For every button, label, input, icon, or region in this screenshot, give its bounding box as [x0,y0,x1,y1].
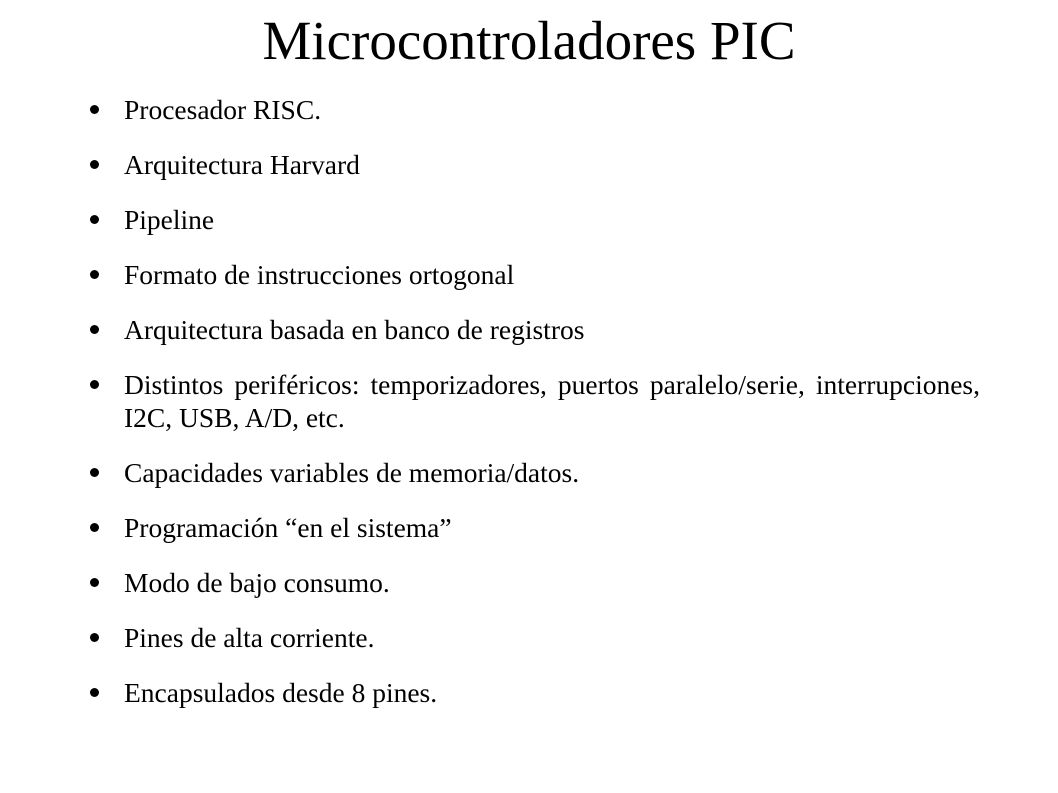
bullet-dot-icon [90,578,99,587]
bullet-item [88,368,980,434]
bullet-item [88,258,980,291]
bullet-text: Pines de alta corriente. [124,622,375,653]
bullet-text: Capacidades variables de memoria/datos. [124,457,580,488]
bullet-text: Programación “en el sistema” [124,512,452,543]
bullet-item [88,148,980,181]
bullet-item [88,676,980,709]
bullet-item [88,93,980,126]
bullet-dot-icon [90,523,99,532]
bullet-dot-icon [90,160,99,169]
bullet-dot-icon [90,688,99,697]
bullet-list [88,93,980,731]
bullet-text: Formato de instrucciones ortogonal [124,259,515,290]
bullet-item [88,566,980,599]
bullet-item [88,456,980,489]
bullet-item [88,511,980,544]
bullet-text: Procesador RISC. [124,94,322,125]
bullet-dot-icon [90,270,99,279]
bullet-text: Distintos periféricos: temporizadores, puertos paralelo/serie, interrupciones, I2C, USB, A/D, etc. [124,369,980,433]
slide-title: Microcontroladores PIC [262,10,796,71]
bullet-item [88,313,980,346]
bullet-text: Modo de bajo consumo. [124,567,390,598]
bullet-item [88,203,980,236]
bullet-dot-icon [90,215,99,224]
bullet-dot-icon [90,633,99,642]
bullet-text: Arquitectura basada en banco de registros [124,314,585,345]
bullet-text: Pipeline [124,204,215,235]
bullet-item [88,621,980,654]
bullet-dot-icon [90,380,99,389]
bullet-dot-icon [90,468,99,477]
bullet-text: Arquitectura Harvard [124,149,360,180]
bullet-text: Encapsulados desde 8 pines. [124,677,438,708]
bullet-dot-icon [90,105,99,114]
bullet-dot-icon [90,325,99,334]
